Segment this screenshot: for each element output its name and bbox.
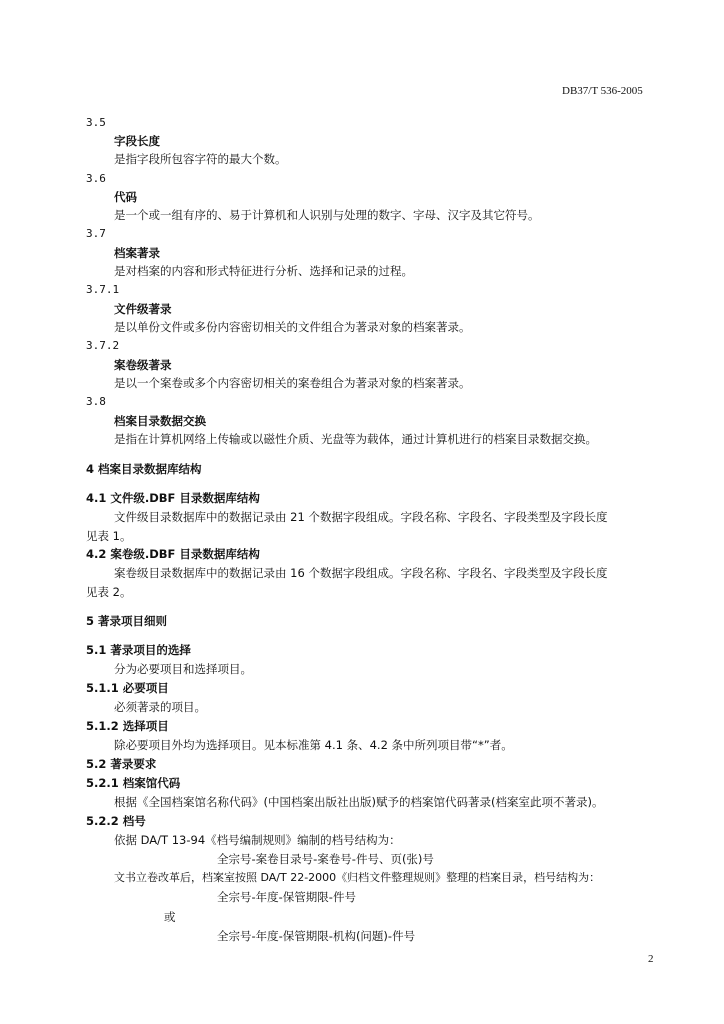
term-title: 字段长度: [114, 134, 160, 148]
term-definition: 是对档案的内容和形式特征进行分析、选择和记录的过程。: [114, 264, 413, 278]
body-paragraph: 必须著录的项目。: [114, 700, 206, 714]
subsection-heading: 5.1.2 选择项目: [86, 719, 169, 733]
term-title: 档案目录数据交换: [114, 414, 206, 428]
body-paragraph-continuation: 见表 1。: [86, 529, 132, 543]
body-paragraph: 文书立卷改革后，档案室按照 DA/T 22-2000《归档文件整理规则》整理的档案目录，档号结构为：: [114, 871, 601, 884]
subsection-heading: 5.2.2 档号: [86, 814, 146, 828]
section-number: 3.7.2: [86, 339, 120, 352]
or-connector: 或: [164, 910, 176, 924]
section-number: 3.6: [86, 172, 106, 185]
archive-number-format: 全宗号-年度-保管期限-件号: [217, 890, 356, 904]
term-definition: 是以一个案卷或多个内容密切相关的案卷组合为著录对象的档案著录。: [114, 376, 471, 390]
body-paragraph: 文件级目录数据库中的数据记录由 21 个数据字段组成。字段名称、字段名、字段类型及字段长度: [114, 510, 608, 524]
term-definition: 是一个或一组有序的、易于计算机和人识别与处理的数字、字母、汉字及其它符号。: [114, 208, 540, 222]
body-paragraph-continuation: 见表 2。: [86, 585, 132, 599]
term-title: 案卷级著录: [114, 358, 172, 372]
section-heading: 5.2 著录要求: [86, 757, 157, 771]
subsection-heading: 5.2.1 档案馆代码: [86, 776, 181, 790]
document-code-header: DB37/T 536-2005: [562, 85, 643, 97]
section-number: 3.7: [86, 227, 106, 240]
archive-number-format: 全宗号-案卷目录号-案卷号-件号、页(张)号: [217, 852, 434, 866]
chapter-heading: 5 著录项目细则: [86, 614, 168, 628]
body-paragraph: 除必要项目外均为选择项目。见本标准第 4.1 条、4.2 条中所列项目带“*”者。: [114, 738, 513, 752]
body-paragraph: 分为必要项目和选择项目。: [114, 662, 252, 676]
term-definition: 是以单份文件或多份内容密切相关的文件组合为著录对象的档案著录。: [114, 320, 471, 334]
section-number: 3.8: [86, 395, 106, 408]
term-title: 代码: [114, 190, 137, 204]
body-paragraph: 根据《全国档案馆名称代码》(中国档案出版社出版)赋予的档案馆代码著录(档案室此项不著录)。: [114, 795, 604, 809]
subsection-heading: 5.1.1 必要项目: [86, 681, 169, 695]
chapter-heading: 4 档案目录数据库结构: [86, 462, 202, 476]
archive-number-format: 全宗号-年度-保管期限-机构(问题)-件号: [217, 929, 416, 943]
section-number: 3.7.1: [86, 283, 120, 296]
term-title: 文件级著录: [114, 302, 172, 316]
term-definition: 是指字段所包容字符的最大个数。: [114, 152, 287, 166]
section-heading: 4.2 案卷级.DBF 目录数据库结构: [86, 547, 260, 561]
body-paragraph: 依据 DA/T 13-94《档号编制规则》编制的档号结构为：: [114, 833, 401, 847]
term-title: 档案著录: [114, 246, 160, 260]
section-heading: 4.1 文件级.DBF 目录数据库结构: [86, 491, 260, 505]
term-definition: 是指在计算机网络上传输或以磁性介质、光盘等为载体，通过计算机进行的档案目录数据交换。: [114, 432, 597, 446]
section-number: 3.5: [86, 116, 106, 129]
body-paragraph: 案卷级目录数据库中的数据记录由 16 个数据字段组成。字段名称、字段名、字段类型及字段长度: [114, 566, 608, 580]
section-heading: 5.1 著录项目的选择: [86, 643, 191, 657]
page-number: 2: [648, 953, 654, 965]
